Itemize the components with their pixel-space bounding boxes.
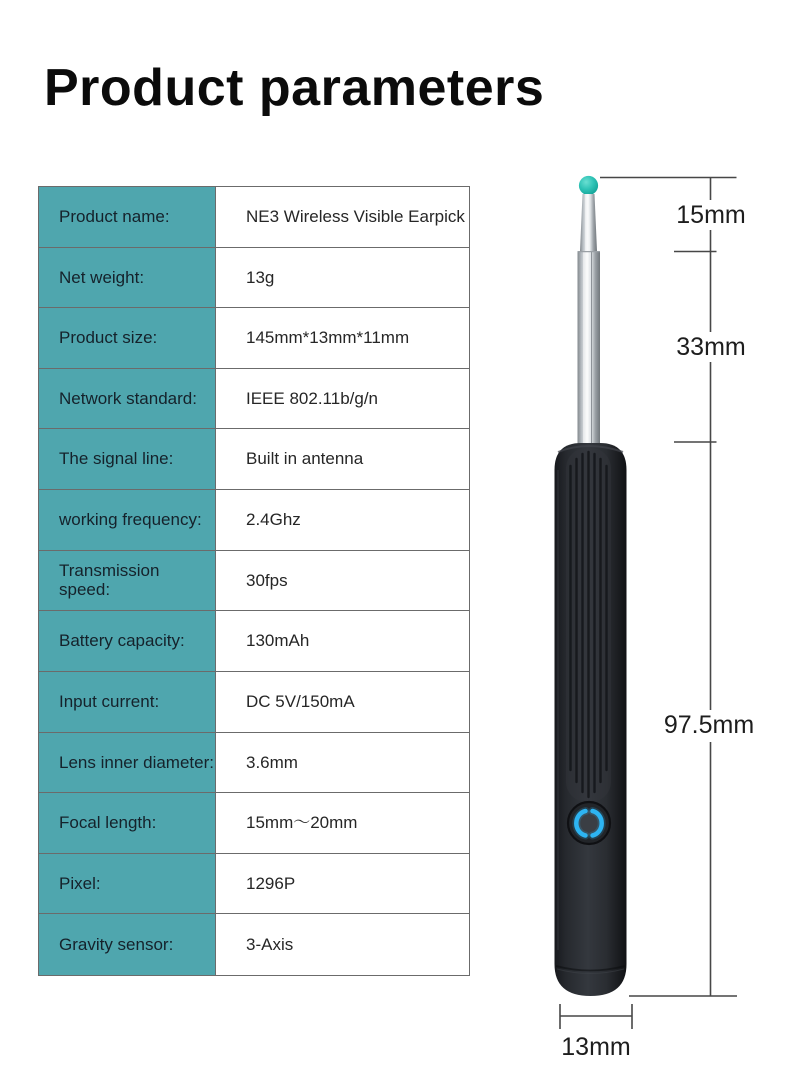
param-label: Transmission speed: [39, 551, 216, 612]
probe-cone [580, 194, 597, 251]
param-label: The signal line: [39, 429, 216, 490]
width-bracket [560, 1004, 632, 1029]
param-value: 145mm*13mm*11mm [216, 308, 469, 369]
page-title: Product parameters [44, 59, 545, 117]
param-value: 1296P [216, 854, 469, 915]
param-value: DC 5V/150mA [216, 672, 469, 733]
param-label: Network standard: [39, 369, 216, 430]
param-label: Pixel: [39, 854, 216, 915]
param-value: Built in antenna [216, 429, 469, 490]
param-value: 3.6mm [216, 733, 469, 794]
param-value: 15mm～20mm [216, 793, 469, 854]
param-label: Lens inner diameter: [39, 733, 216, 794]
param-label: Input current: [39, 672, 216, 733]
param-value: IEEE 802.11b/g/n [216, 369, 469, 430]
param-label: Product name: [39, 187, 216, 248]
param-value: NE3 Wireless Visible Earpick [216, 187, 469, 248]
param-value: 130mAh [216, 611, 469, 672]
param-label: Net weight: [39, 248, 216, 309]
param-value: 3-Axis [216, 914, 469, 975]
param-label: working frequency: [39, 490, 216, 551]
probe-shaft [578, 251, 601, 446]
dimension-label-tip: 15mm [676, 201, 746, 229]
grip-ridges [566, 448, 611, 802]
dimension-label-width: 13mm [561, 1033, 631, 1061]
power-button [568, 802, 610, 844]
param-value: 30fps [216, 551, 469, 612]
param-label: Gravity sensor: [39, 914, 216, 975]
param-label: Battery capacity: [39, 611, 216, 672]
param-value: 13g [216, 248, 469, 309]
dimension-label-body: 97.5mm [663, 711, 755, 739]
param-value: 2.4Ghz [216, 490, 469, 551]
probe-tip-ball [579, 176, 598, 195]
param-label: Focal length: [39, 793, 216, 854]
dimension-label-probe: 33mm [676, 333, 746, 361]
param-label: Product size: [39, 308, 216, 369]
